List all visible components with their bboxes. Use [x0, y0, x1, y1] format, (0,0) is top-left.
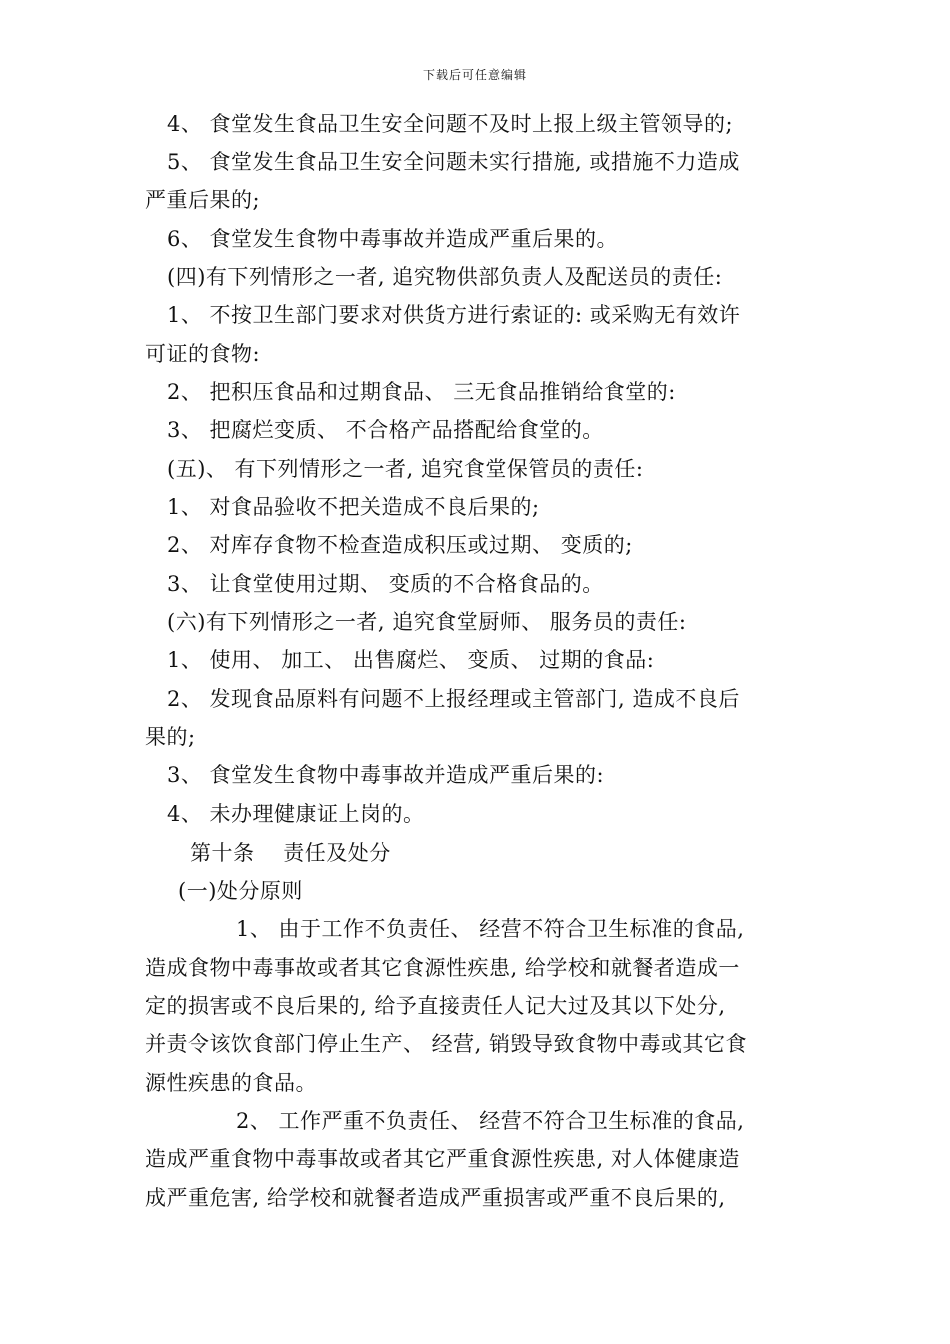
text-line: 定的损害或不良后果的, 给予直接责任人记大过及其以下处分,: [145, 994, 726, 1018]
text-line: 果的;: [145, 725, 196, 749]
text-line: (六)有下列情形之一者, 追究食堂厨师、 服务员的责任:: [167, 610, 687, 634]
text-line: 6、 食堂发生食物中毒事故并造成严重后果的。: [167, 227, 619, 251]
text-line: 3、 把腐烂变质、 不合格产品搭配给食堂的。: [167, 418, 604, 442]
article-heading: 第十条 责任及处分: [190, 841, 391, 865]
section-heading: (一)处分原则: [178, 879, 303, 903]
text-line: 可证的食物:: [145, 342, 261, 366]
text-line: 1、 由于工作不负责任、 经营不符合卫生标准的食品,: [236, 917, 745, 941]
text-line: 3、 让食堂使用过期、 变质的不合格食品的。: [167, 572, 604, 596]
text-line: 4、 食堂发生食品卫生安全问题不及时上报上级主管领导的;: [167, 112, 734, 136]
text-line: 2、 把积压食品和过期食品、 三无食品推销给食堂的:: [167, 380, 676, 404]
text-line: 造成食物中毒事故或者其它食源性疾患, 给学校和就餐者造成一: [145, 956, 740, 980]
text-line: 造成严重食物中毒事故或者其它严重食源性疾患, 对人体健康造: [145, 1147, 740, 1171]
text-line: 4、 未办理健康证上岗的。: [167, 802, 425, 826]
text-line: 1、 对食品验收不把关造成不良后果的;: [167, 495, 540, 519]
page-header: 下载后可任意编辑: [422, 68, 527, 82]
text-line: 严重后果的;: [145, 188, 261, 212]
text-line: 并责令该饮食部门停止生产、 经营, 销毁导致食物中毒或其它食: [145, 1032, 748, 1056]
text-line: 1、 不按卫生部门要求对供货方进行索证的: 或采购无有效许: [167, 303, 741, 327]
text-line: 2、 工作严重不负责任、 经营不符合卫生标准的食品,: [236, 1109, 745, 1133]
text-line: (四)有下列情形之一者, 追究物供部负责人及配送员的责任:: [167, 265, 723, 289]
text-line: 3、 食堂发生食物中毒事故并造成严重后果的:: [167, 763, 605, 787]
text-line: 成严重危害, 给学校和就餐者造成严重损害或严重不良后果的,: [145, 1186, 726, 1210]
text-line: (五)、 有下列情形之一者, 追究食堂保管员的责任:: [167, 457, 644, 481]
text-line: 1、 使用、 加工、 出售腐烂、 变质、 过期的食品:: [167, 648, 655, 672]
text-line: 源性疾患的食品。: [145, 1071, 317, 1095]
text-line: 2、 对库存食物不检查造成积压或过期、 变质的;: [167, 533, 633, 557]
text-line: 2、 发现食品原料有问题不上报经理或主管部门, 造成不良后: [167, 687, 740, 711]
text-line: 5、 食堂发生食品卫生安全问题未实行措施, 或措施不力造成: [167, 150, 740, 174]
